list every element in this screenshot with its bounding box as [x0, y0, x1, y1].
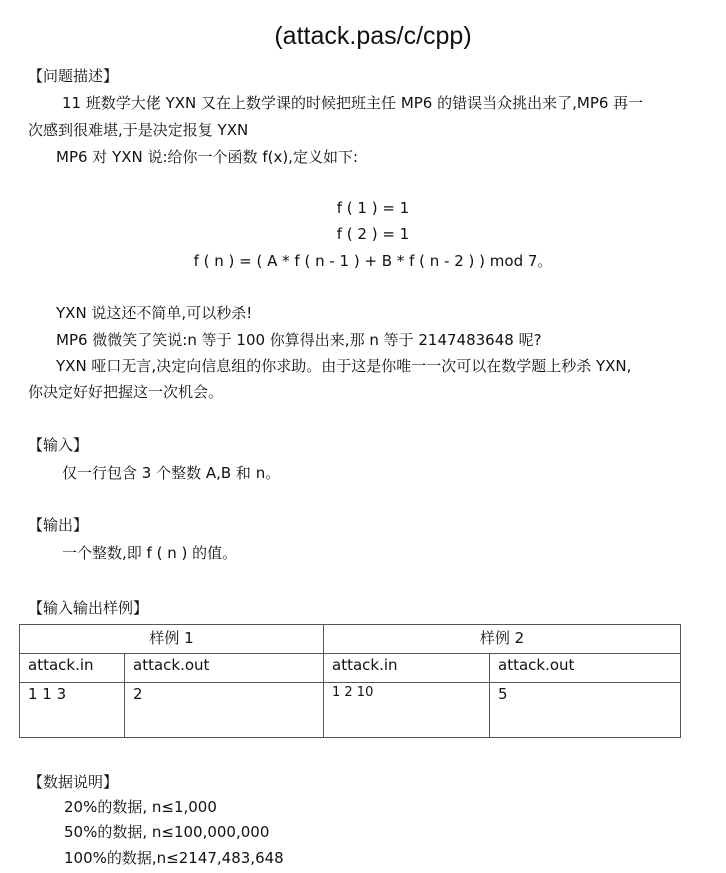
problem-title: (attack.pas/c/cpp) [274, 22, 472, 50]
story-line: YXN 说这还不简单,可以秒杀! [56, 304, 253, 322]
data-line: 100%的数据,n≤2147,483,648 [64, 849, 284, 867]
desc-line: 次感到很难堪,于是决定报复 YXN [28, 121, 249, 139]
data-heading: 【数据说明】 [28, 773, 119, 791]
formula: f ( 2 ) = 1 [336, 225, 410, 243]
desc-line: MP6 对 YXN 说:给你一个函数 f(x),定义如下: [56, 148, 359, 166]
sample-1-in-name: attack.in [20, 654, 125, 683]
desc-line: 11 班数学大佬 YXN 又在上数学课的时候把班主任 MP6 的错误当众挑出来了,MP6 再一 [62, 94, 644, 112]
formula: f ( n ) = ( A * f ( n - 1 ) + B * f ( n - 2 ) ) mod 7。 [193, 252, 553, 270]
sample-1-in: 1 1 3 [20, 683, 125, 738]
sample-2-out-name: attack.out [490, 654, 681, 683]
sample-2-out: 5 [490, 683, 681, 738]
sample-table [19, 624, 681, 738]
sample-2-in: 1 2 10 [324, 683, 490, 738]
sample-1-out: 2 [125, 683, 324, 738]
data-line: 20%的数据, n≤1,000 [64, 798, 217, 816]
story-line: MP6 微微笑了笑说:n 等于 100 你算得出来,那 n 等于 2147483648 呢? [56, 331, 542, 349]
sample-2-in-name: attack.in [324, 654, 490, 683]
sample-heading: 【输入输出样例】 [28, 599, 149, 617]
desc-heading: 【问题描述】 [28, 67, 119, 85]
data-line: 50%的数据, n≤100,000,000 [64, 823, 270, 841]
sample-1-header: 样例 1 [20, 625, 324, 654]
formula: f ( 1 ) = 1 [336, 199, 410, 217]
output-text: 一个整数,即 f ( n ) 的值。 [62, 544, 238, 562]
story-line: YXN 哑口无言,决定向信息组的你求助。由于这是你唯一一次可以在数学题上秒杀 YXN, [56, 357, 632, 375]
sample-1-out-name: attack.out [125, 654, 324, 683]
input-heading: 【输入】 [28, 436, 89, 454]
input-text: 仅一行包含 3 个整数 A,B 和 n。 [62, 464, 281, 482]
output-heading: 【输出】 [28, 516, 89, 534]
story-line: 你决定好好把握这一次机会。 [28, 383, 224, 401]
sample-2-header: 样例 2 [324, 625, 681, 654]
